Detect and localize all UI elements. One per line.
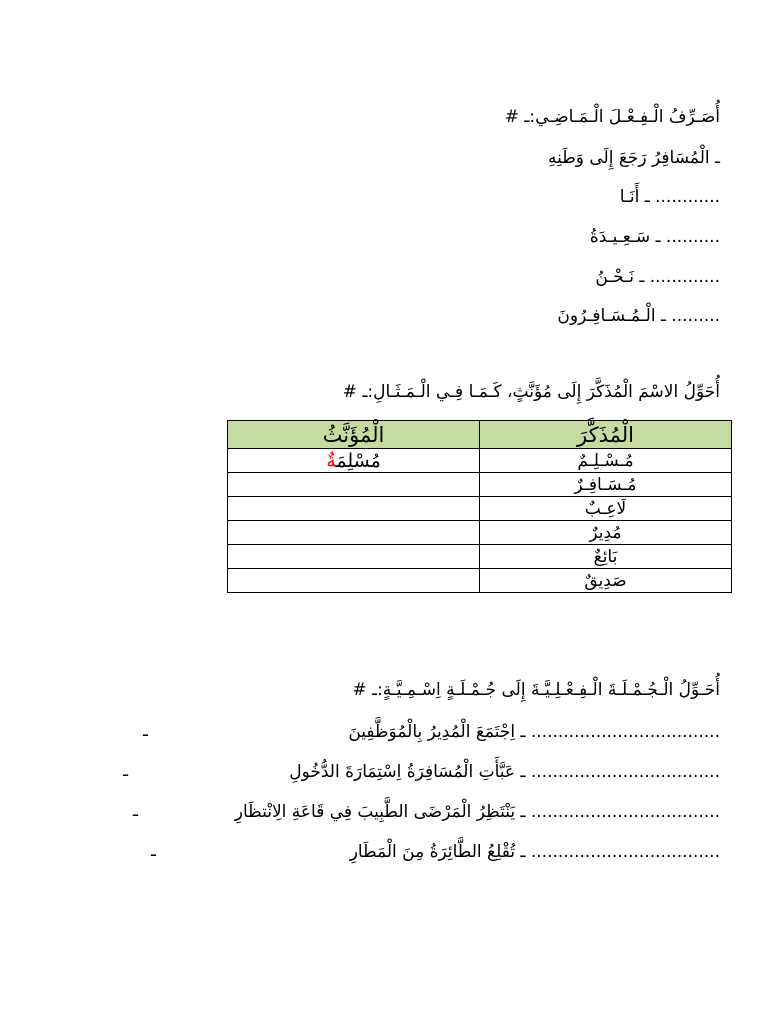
section1-item-3: ............. ـ نَـحْـنُ (595, 267, 720, 287)
table-header-row (228, 421, 732, 449)
section3-item-1-dash: ـ (143, 721, 148, 741)
table-row (228, 569, 732, 593)
section1-heading: أُصَـرِّفُ الْـفِـعْـلَ الْـمَـاضِـي:ـ # (504, 107, 720, 127)
section3-item-3-dash: ـ (133, 801, 138, 821)
section3-item-4-dash: ـ (151, 841, 156, 861)
masculine-cell: بَائِعٌ (480, 545, 732, 569)
column-masculine-header: الْمُذَكَّرَ (480, 421, 732, 449)
feminine-ending: ةٌ (326, 449, 337, 472)
section3-item-3: ................................... ـ يَنْتَظِرُ الْمَرْضَى الطَّبِيبَ فِي قَاعَةِ الِانْتظَارِ (234, 802, 720, 822)
feminine-stem: مُسْلِمَ (336, 449, 381, 472)
table-row (228, 545, 732, 569)
section1-item-2: .......... ـ سَـعِـيـدَةُ (589, 227, 720, 247)
section3-heading: أُحَـوِّلُ الْـجُـمْـلَـةَ الْـفِـعْـلِـيَّـةَ إِلَى جُـمْـلَـةٍ اِسْـمِـيَّـةٍ:ـ # (352, 680, 720, 700)
masculine-cell: مُـسَـافِـرٌ (480, 473, 732, 497)
feminine-cell[interactable] (228, 569, 480, 593)
feminine-cell[interactable] (228, 497, 480, 521)
feminine-cell[interactable] (228, 545, 480, 569)
masculine-cell: مُدِيرٌ (480, 521, 732, 545)
table-row (228, 449, 732, 473)
section3-item-2-dash: ـ (123, 761, 128, 781)
section2-heading: أُحَوِّلُ الاسْمَ الْمُذَكَّرَ إِلَى مُؤَنَّثٍ، كَـمَـا فِـي الْـمَـثَـالِ:ـ # (342, 382, 720, 402)
section3-item-1: ................................... ـ اِجْتَمَعَ الْمُدِيرُ بِالْمُوَظَّفِينَ (348, 722, 720, 742)
conversion-table (227, 420, 732, 593)
table-row (228, 521, 732, 545)
masculine-cell: صَدِيقٌ (480, 569, 732, 593)
table-row (228, 473, 732, 497)
section3-item-4: ................................... ـ تُقْلِعُ الطَّائِرَةُ مِنَ الْمَطَارِ (349, 842, 720, 862)
feminine-cell[interactable] (228, 473, 480, 497)
section1-example: ـ الْمُسَافِرُ رَجَعَ إِلَى وَطَنِهِ (547, 148, 720, 168)
column-feminine-header: الْمُؤَنَّثُ (228, 421, 480, 449)
masculine-cell: مُـسْـلِـمٌ (480, 449, 732, 473)
section1-item-1: ............ ـ أَنَـا (619, 187, 720, 207)
masculine-cell: لَاعِـبٌ (480, 497, 732, 521)
table-row (228, 497, 732, 521)
section3-item-2: ................................... ـ عَبَّأَتِ الْمُسَافِرَةُ اِسْتِمَارَةَ الدُّخُولِ (289, 762, 720, 782)
feminine-cell[interactable] (228, 521, 480, 545)
feminine-cell (228, 449, 480, 473)
section1-item-4: ......... ـ الْـمُـسَـافِـرُونَ (557, 306, 720, 326)
